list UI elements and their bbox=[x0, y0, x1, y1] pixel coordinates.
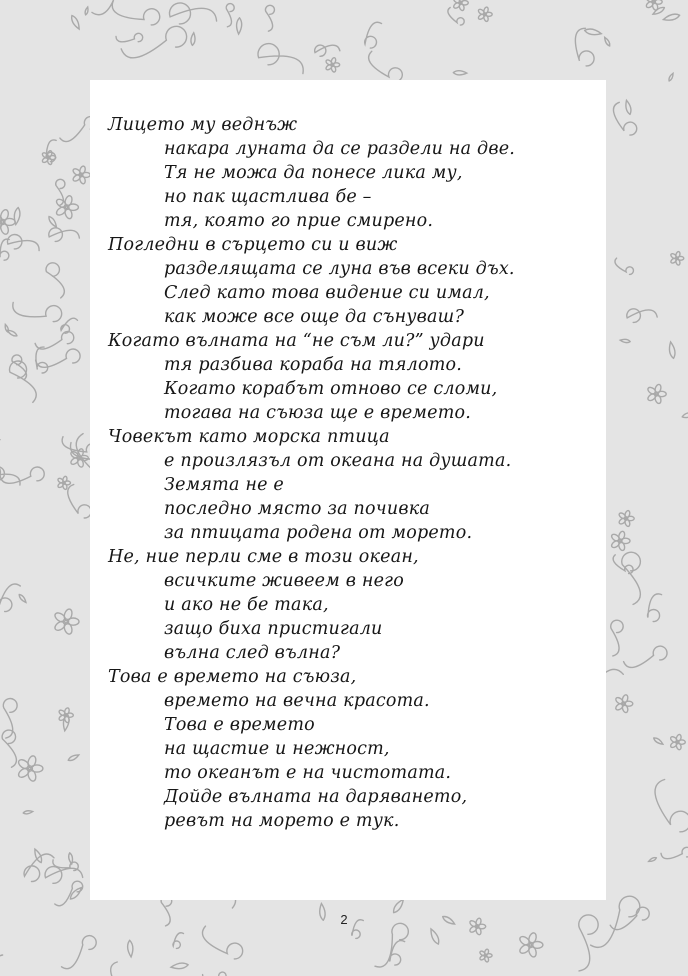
page-number: 2 bbox=[340, 912, 348, 927]
poem-line: всичките живеем в него bbox=[164, 571, 404, 591]
poem-line: Това е времето на съюза, bbox=[108, 667, 357, 687]
vine-swirl bbox=[202, 926, 242, 959]
poem-line: тя, която го прие смирено. bbox=[164, 211, 434, 231]
vine-swirl bbox=[173, 933, 184, 949]
poem-line: Това е времето bbox=[164, 715, 315, 735]
leaf-motif bbox=[668, 342, 676, 359]
flower-motif bbox=[453, 0, 469, 11]
leaf-motif bbox=[668, 73, 674, 82]
poem-line: Когато вълната на “не съм ли?” удари bbox=[108, 331, 485, 351]
poem-line: тогава на съюза ще е времето. bbox=[164, 403, 471, 423]
leaf-motif bbox=[682, 411, 688, 419]
leaf-motif bbox=[171, 962, 189, 970]
poem-line: Земята не е bbox=[164, 475, 284, 495]
leaf-motif bbox=[620, 339, 630, 344]
vine-swirl bbox=[615, 258, 634, 274]
flower-motif bbox=[0, 209, 15, 235]
leaf-motif bbox=[653, 737, 664, 746]
flower-motif bbox=[647, 384, 667, 405]
poem-line: времето на вечна красота. bbox=[164, 691, 430, 711]
poem-line: е произлязъл от океана на душата. bbox=[164, 451, 512, 471]
vine-swirl bbox=[648, 594, 662, 622]
vine-swirl bbox=[10, 361, 37, 402]
leaf-motif bbox=[584, 28, 602, 36]
poem-line: ревът на морето е тук. bbox=[164, 811, 400, 831]
vine-swirl bbox=[375, 923, 408, 967]
leaf-motif bbox=[13, 207, 21, 225]
poem-line: то океанът е на чистотата. bbox=[164, 763, 452, 783]
leaf-motif bbox=[127, 940, 134, 957]
vine-swirl bbox=[613, 102, 636, 135]
vine-swirl bbox=[36, 347, 48, 373]
poem-line: но пак щастлива бе – bbox=[164, 187, 372, 207]
poem-line: вълна след вълна? bbox=[164, 643, 341, 663]
vine-swirl bbox=[627, 309, 657, 323]
vine-swirl bbox=[36, 349, 80, 367]
vine-swirl bbox=[622, 552, 641, 604]
vine-swirl bbox=[121, 26, 186, 58]
vine-swirl bbox=[661, 847, 688, 858]
leaf-motif bbox=[652, 6, 665, 16]
leaf-motif bbox=[18, 593, 27, 603]
flower-motif bbox=[55, 195, 78, 220]
leaf-motif bbox=[4, 324, 9, 333]
vine-swirl bbox=[0, 584, 20, 612]
flower-motif bbox=[72, 165, 90, 184]
poem-line: Тя не можа да понесе лика му, bbox=[164, 163, 463, 183]
poem-line: защо биха пристигали bbox=[164, 619, 383, 639]
flower-motif bbox=[618, 510, 634, 527]
poem-text bbox=[108, 113, 588, 833]
vine-swirl bbox=[315, 45, 340, 56]
vine-swirl bbox=[13, 302, 62, 321]
vine-swirl bbox=[7, 235, 39, 251]
flower-motif bbox=[477, 7, 492, 22]
poem-line: Не, ние перли сме в този океан, bbox=[108, 547, 419, 567]
flower-motif bbox=[479, 949, 492, 963]
leaf-motif bbox=[23, 810, 33, 814]
leaf-motif bbox=[68, 852, 74, 864]
vine-swirl bbox=[0, 955, 19, 976]
flower-motif bbox=[615, 694, 633, 713]
leaf-motif bbox=[47, 215, 58, 228]
vine-swirl bbox=[116, 33, 143, 42]
leaf-motif bbox=[84, 7, 89, 16]
poem-line: накара луната да се раздели на две. bbox=[164, 139, 516, 159]
poem-line: тя разбива кораба на тялото. bbox=[164, 355, 463, 375]
leaf-motif bbox=[190, 33, 195, 46]
flower-motif bbox=[645, 0, 662, 11]
poem-line: Лицето му веднъж bbox=[108, 115, 298, 135]
poem-line: Когато корабът отново се сломи, bbox=[164, 379, 498, 399]
vine-swirl bbox=[655, 780, 688, 832]
vine-swirl bbox=[49, 228, 80, 242]
leaf-motif bbox=[663, 13, 681, 22]
leaf-motif bbox=[67, 753, 79, 762]
vine-swirl bbox=[624, 646, 667, 667]
vine-swirl bbox=[0, 467, 44, 483]
poem-line: последно място за почивка bbox=[164, 499, 430, 519]
vine-swirl bbox=[112, 1, 160, 25]
vine-swirl bbox=[226, 4, 234, 27]
poem-line: за птицата родена от морето. bbox=[164, 523, 473, 543]
vine-swirl bbox=[365, 22, 382, 48]
vine-swirl bbox=[2, 730, 16, 767]
flower-motif bbox=[53, 608, 79, 635]
vine-swirl bbox=[62, 936, 97, 969]
flower-motif bbox=[325, 57, 340, 72]
leaf-motif bbox=[603, 37, 611, 47]
vine-swirl bbox=[265, 5, 274, 31]
vine-swirl bbox=[61, 318, 78, 333]
poem-line: на щастие и нежност, bbox=[164, 739, 390, 759]
leaf-motif bbox=[648, 857, 657, 863]
poem-line: Погледни в сърцето си и виж bbox=[108, 235, 398, 255]
poem-line: Дойде вълната на даряването, bbox=[164, 787, 468, 807]
leaf-motif bbox=[236, 18, 242, 35]
vine-swirl bbox=[46, 263, 64, 298]
flower-motif bbox=[518, 932, 543, 958]
vine-swirl bbox=[68, 485, 91, 519]
flower-motif bbox=[670, 251, 684, 266]
poem-line: и ако не бе така, bbox=[164, 595, 329, 615]
vine-swirl bbox=[369, 51, 403, 81]
poem-line: разделящата се луна във всеки дъх. bbox=[164, 259, 515, 279]
leaf-motif bbox=[624, 100, 632, 115]
poem-line: как може все още да сънуваш? bbox=[164, 307, 465, 327]
vine-swirl bbox=[611, 620, 623, 656]
vine-swirl bbox=[203, 972, 227, 976]
leaf-motif bbox=[70, 14, 81, 30]
poem-line: Човекът като морска птица bbox=[108, 427, 390, 447]
poem-line: След като това видение си имал, bbox=[164, 283, 490, 303]
flower-motif bbox=[670, 734, 686, 750]
flower-motif bbox=[610, 531, 630, 552]
vine-swirl bbox=[170, 3, 217, 24]
flower-motif bbox=[17, 755, 43, 782]
vine-swirl bbox=[3, 699, 17, 739]
vine-swirl bbox=[258, 44, 303, 74]
vine-swirl bbox=[35, 332, 74, 350]
vine-swirl bbox=[92, 0, 137, 15]
vine-swirl bbox=[111, 962, 134, 976]
leaf-motif bbox=[429, 928, 441, 946]
leaf-motif bbox=[453, 71, 467, 76]
flower-motif bbox=[41, 150, 55, 165]
